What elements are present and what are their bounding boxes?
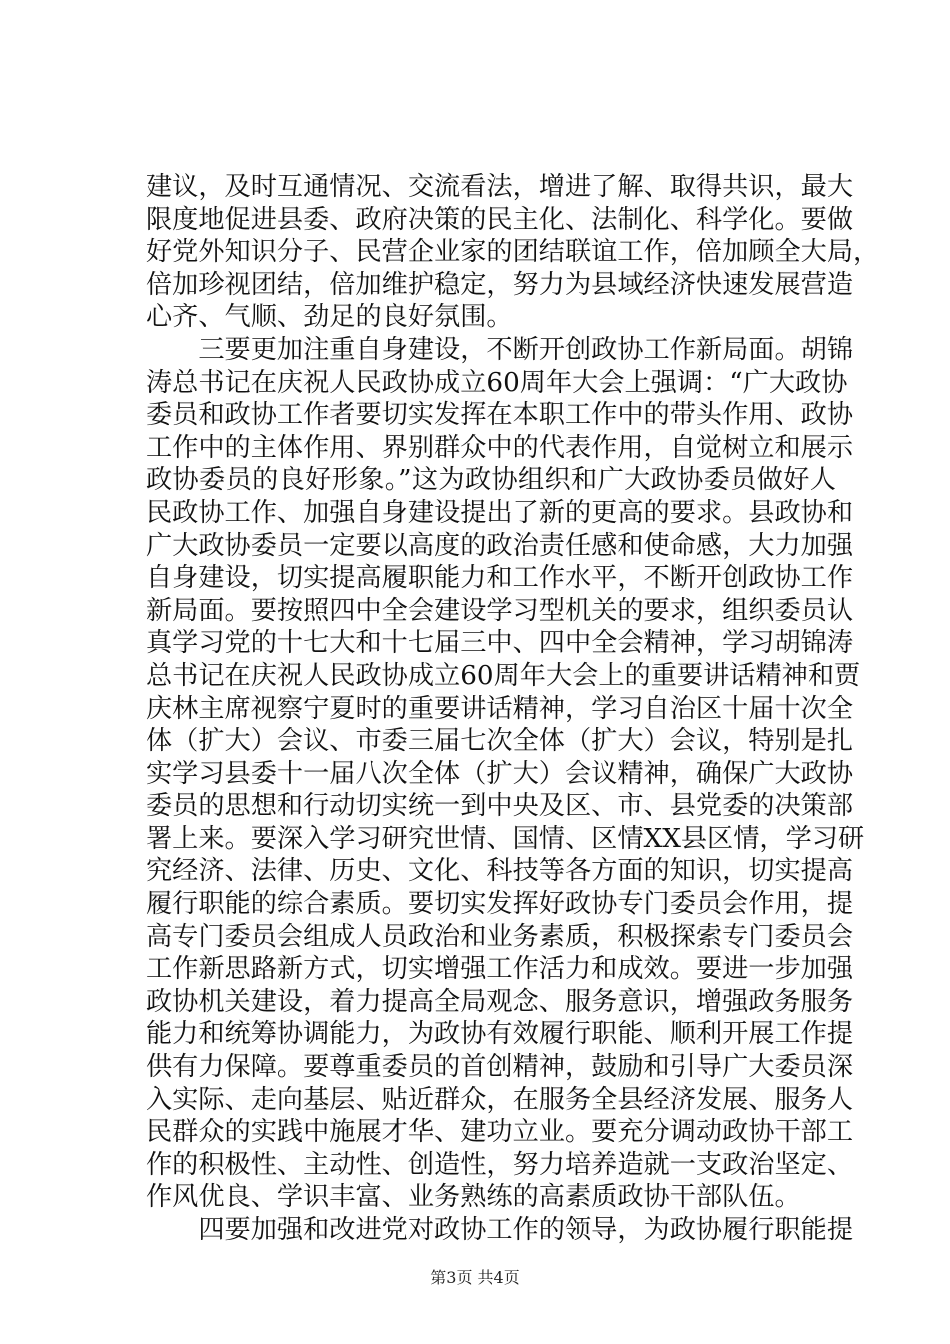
text-line: 委员的思想和行动切实统一到中央及区、市、县党委的决策部	[146, 791, 854, 822]
text-line: 新局面。要按照四中全会建设学习型机关的要求，组织委员认	[146, 595, 854, 626]
body-text	[146, 171, 880, 1247]
text-line: 署上来。要深入学习研究世情、国情、区情XX县区情，学习研	[146, 823, 865, 854]
text-line: 政协委员的良好形象。”这为政协组织和广大政协委员做好人	[146, 465, 836, 496]
text-line: 委员和政协工作者要切实发挥在本职工作中的带头作用、政协	[146, 400, 854, 431]
text-line: 体（扩大）会议、市委三届七次全体（扩大）会议，特别是扎	[146, 726, 854, 757]
text-line: 履行职能的综合素质。要切实发挥好政协专门委员会作用，提	[146, 889, 854, 920]
text-line: 涛总书记在庆祝人民政协成立60周年大会上强调：“广大政协	[146, 367, 848, 398]
text-line: 究经济、法律、历史、文化、科技等各方面的知识，切实提高	[146, 856, 854, 887]
text-line: 限度地促进县委、政府决策的民主化、法制化、科学化。要做	[146, 204, 854, 235]
text-line: 作风优良、学识丰富、业务熟练的高素质政协干部队伍。	[146, 1182, 801, 1213]
text-line: 能力和统筹协调能力，为政协有效履行职能、顺利开展工作提	[146, 1019, 854, 1050]
text-line: 好党外知识分子、民营企业家的团结联谊工作，倍加顾全大局，	[146, 237, 880, 268]
text-line: 入实际、走向基层、贴近群众，在服务全县经济发展、服务人	[146, 1084, 854, 1115]
text-line: 高专门委员会组成人员政治和业务素质，积极探索专门委员会	[146, 921, 854, 952]
text-line: 真学习党的十七大和十七届三中、四中全会精神，学习胡锦涛	[146, 628, 854, 659]
text-line: 工作中的主体作用、界别群众中的代表作用，自觉树立和展示	[146, 432, 854, 463]
text-line: 庆林主席视察宁夏时的重要讲话精神，学习自治区十届十次全	[146, 693, 854, 724]
page-number-footer: 第3页 共4页	[430, 1268, 520, 1287]
text-line: 心齐、气顺、劲足的良好氛围。	[146, 302, 513, 333]
text-line: 供有力保障。要尊重委员的首创精神，鼓励和引导广大委员深	[146, 1052, 854, 1083]
text-line: 政协机关建设，着力提高全局观念、服务意识，增强政务服务	[146, 986, 854, 1017]
text-line: 广大政协委员一定要以高度的政治责任感和使命感，大力加强	[146, 530, 854, 561]
text-line: 工作新思路新方式，切实增强工作活力和成效。要进一步加强	[146, 954, 854, 985]
text-line: 实学习县委十一届八次全体（扩大）会议精神，确保广大政协	[146, 758, 854, 789]
text-line: 倍加珍视团结，倍加维护稳定，努力为县域经济快速发展营造	[146, 269, 854, 300]
text-line: 三要更加注重自身建设，不断开创政协工作新局面。胡锦	[146, 334, 854, 365]
text-line: 作的积极性、主动性、创造性，努力培养造就一支政治坚定、	[146, 1149, 854, 1180]
text-line: 建议，及时互通情况、交流看法，增进了解、取得共识，最大	[146, 172, 854, 202]
text-line: 民群众的实践中施展才华、建功立业。要充分调动政协干部工	[146, 1117, 854, 1148]
text-line: 总书记在庆祝人民政协成立60周年大会上的重要讲话精神和贾	[146, 660, 861, 691]
text-line: 自身建设，切实提高履职能力和工作水平，不断开创政协工作	[146, 563, 854, 594]
text-line: 民政协工作、加强自身建设提出了新的更高的要求。县政协和	[146, 497, 854, 528]
text-line: 四要加强和改进党对政协工作的领导，为政协履行职能提	[146, 1215, 854, 1245]
